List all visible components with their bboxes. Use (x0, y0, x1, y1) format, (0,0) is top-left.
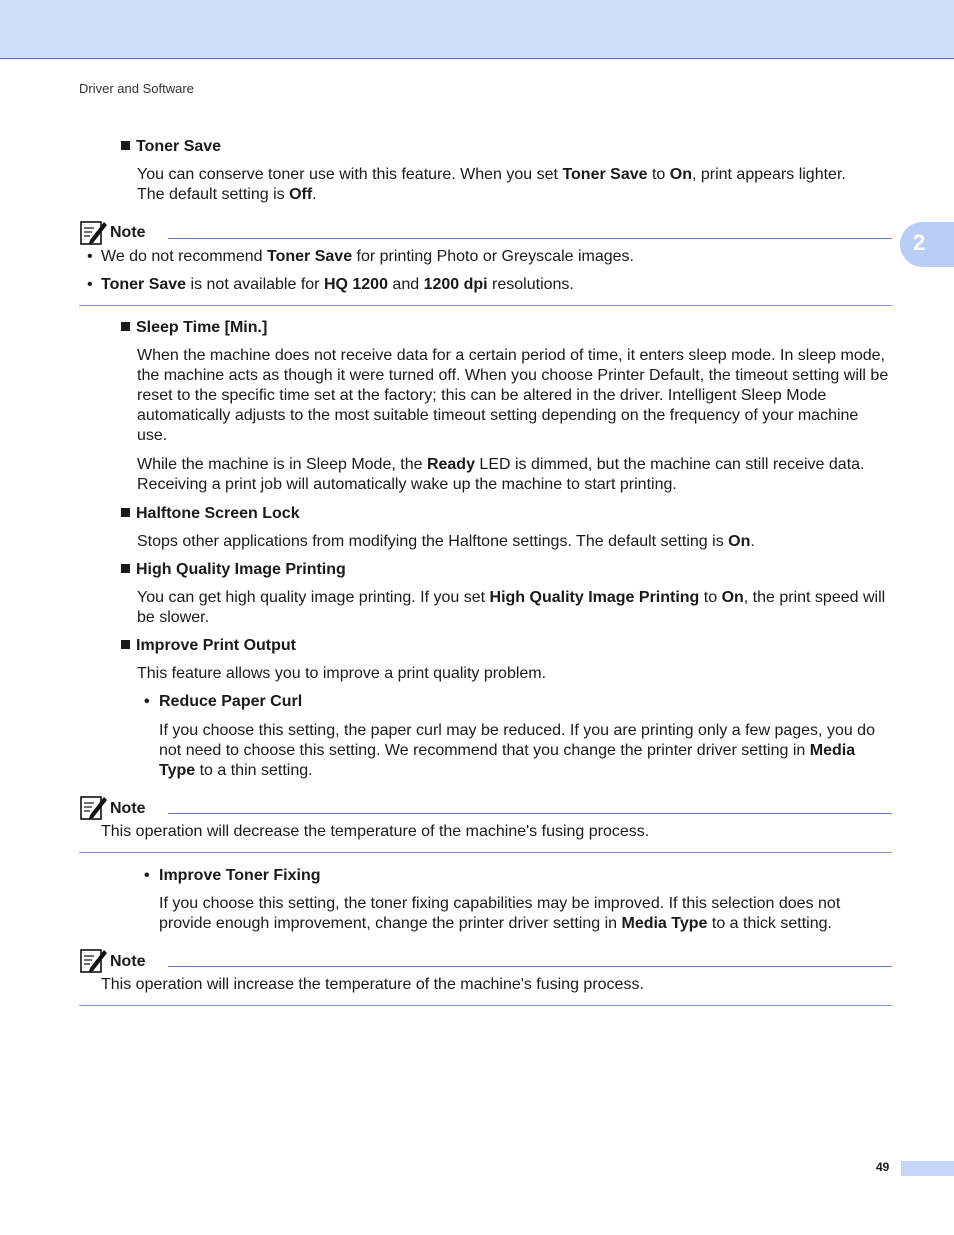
note-item: • We do not recommend Toner Save for printing Photo or Greyscale images. (87, 248, 634, 265)
note-text: This operation will increase the temperature of the machine's fusing process. (101, 976, 644, 993)
halftone-description: Stops other applications from modifying the Halftone settings. The default setting is On. (137, 533, 755, 550)
square-bullet-icon (121, 508, 130, 517)
note-text: This operation will decrease the temperature of the machine's fusing process. (101, 823, 650, 840)
note-pencil-icon (80, 219, 108, 246)
note-end-rule (79, 852, 892, 853)
toner-fixing-description: If you choose this setting, the toner fixing capabilities may be improved. If this selection does not provide enough improvement, change the printer driver setting in Media Type to a thick setting. (159, 895, 841, 932)
chapter-tab (900, 222, 954, 267)
sleep-time-description: When the machine does not receive data for a certain period of time, it enters sleep mode. In sleep mode, the machine acts as though it were turned off. When you choose Printer Default, the timeout setting will be reset to the specific time set at the factory; this can be altered in the driver. Intelligent Sleep Mode automatically adjusts to the most suitable timeout setting depending on the frequency of your machine use. (137, 347, 889, 444)
reduce-curl-description: If you choose this setting, the paper curl may be reduced. If you are printing only a few pages, you do not need to choose this setting. We recommend that you change the printer driver setting in Media Type to a thin setting. (159, 722, 875, 779)
section-heading-sleep-time: Sleep Time [Min.] (121, 318, 267, 338)
page-number-bar (901, 1161, 954, 1176)
section-heading-improve-output: Improve Print Output (121, 636, 296, 656)
chapter-number: 2 (913, 230, 926, 255)
note-end-rule (79, 305, 892, 306)
note-rule (168, 813, 892, 814)
square-bullet-icon (121, 141, 130, 150)
running-head: Driver and Software (79, 81, 194, 96)
subsection-heading-toner-fixing: • Improve Toner Fixing (144, 867, 321, 884)
section-heading-hq-printing: High Quality Image Printing (121, 560, 346, 580)
note-title: Note (110, 224, 146, 241)
note-rule (168, 966, 892, 967)
square-bullet-icon (121, 564, 130, 573)
note-end-rule (79, 1005, 892, 1006)
square-bullet-icon (121, 322, 130, 331)
note-title: Note (110, 800, 146, 817)
note-pencil-icon (80, 947, 108, 974)
hq-printing-description: You can get high quality image printing. If you set High Quality Image Printing to On, the print speed will be slower. (137, 589, 886, 626)
toner-save-description: You can conserve toner use with this feature. When you set Toner Save to On, print appears lighter. The default setting is Off. (137, 166, 846, 203)
section-heading-halftone: Halftone Screen Lock (121, 504, 300, 524)
square-bullet-icon (121, 640, 130, 649)
improve-output-description: This feature allows you to improve a print quality problem. (137, 665, 547, 682)
note-item: • Toner Save is not available for HQ 1200 and 1200 dpi resolutions. (87, 276, 574, 293)
subsection-heading-reduce-curl: • Reduce Paper Curl (144, 693, 303, 710)
page-number: 49 (876, 1160, 890, 1174)
note-title: Note (110, 953, 146, 970)
section-heading-toner-save: Toner Save (121, 137, 221, 157)
header-band (0, 0, 954, 59)
note-rule (168, 238, 892, 239)
sleep-mode-led-description: While the machine is in Sleep Mode, the Ready LED is dimmed, but the machine can still receive data. Receiving a print job will automatically wake up the machine to start printing. (137, 456, 865, 493)
note-pencil-icon (80, 794, 108, 821)
